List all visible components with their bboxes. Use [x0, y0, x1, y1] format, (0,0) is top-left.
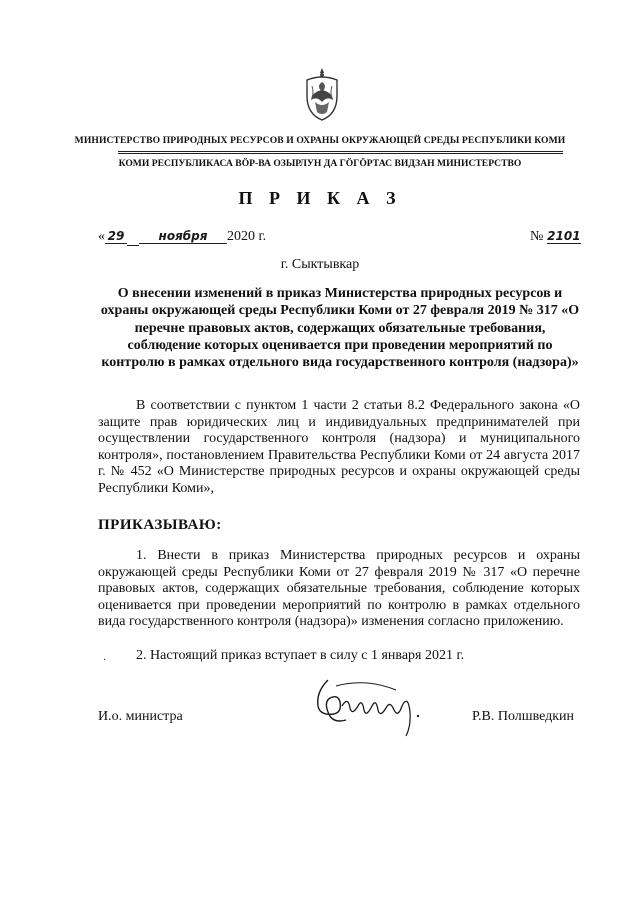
komi-coat-of-arms-icon: [302, 66, 342, 122]
header-divider-top: [118, 151, 563, 152]
date-year: 2020 г.: [227, 229, 267, 244]
number-value: 2101: [547, 229, 581, 243]
ministry-name-russian: МИНИСТЕРСТВО ПРИРОДНЫХ РЕСУРСОВ И ОХРАНЫ ОКРУЖАЮЩЕЙ СРЕДЫ РЕСПУБЛИКИ КОМИ: [74, 135, 566, 146]
signatory-name: Р.В. Полшведкин: [472, 709, 575, 724]
handwritten-signature: [306, 672, 436, 740]
stray-dot-mark: ·: [103, 655, 107, 666]
order-heading: ПРИКАЗЫВАЮ:: [98, 517, 222, 533]
order-item-1: 1. Внести в приказ Министерства природных ресурсов и охраны окружающей среды Республики Коми от 27 февраля 2019 № 317 «О перечне правовых актов, содержащих обязательные требования, соблюдение которых оценивается при проведении мероприятий по контролю в рамках отдельного вида государственного контроля (надзора)» изменения согласно приложению.: [98, 548, 580, 630]
ministry-name-komi: КОМИ РЕСПУБЛИКАСА ВӦР-ВА ОЗЫРЛУН ДА ГӦГӦРТАС ВИДЗАН МИНИСТЕРСТВО: [118, 158, 522, 169]
document-city: г. Сыктывкар: [280, 257, 360, 272]
date-month: ноября: [139, 229, 227, 244]
number-label: №: [530, 229, 544, 244]
date-quote-open: «: [98, 229, 105, 244]
document-date: [98, 229, 266, 246]
document-number: [530, 229, 581, 245]
date-gap: [127, 229, 139, 246]
document-title: О внесении изменений в приказ Министерства природных ресурсов и охраны окружающей среды Республики Коми от 27 февраля 2019 № 317 «О перечне правовых актов, содержащих обязательные требования, соблюдение которых оценивается при проведении мероприятий по контролю в рамках отдельного вида государственного контроля (надзора)»: [100, 286, 580, 371]
preamble-paragraph: В соответствии с пунктом 1 части 2 статьи 8.2 Федерального закона «О защите прав юридических лиц и индивидуальных предпринимателей при осуществлении государственного контроля (надзора) и муниципального контроля», постановлением Правительства Республики Коми от 24 августа 2017 г. № 452 «О Министерстве природных ресурсов и охраны окружающей среды Республики Коми»,: [98, 398, 580, 496]
order-item-2: 2. Настоящий приказ вступает в силу с 1 января 2021 г.: [136, 648, 465, 663]
date-day: 29: [105, 229, 127, 244]
signatory-position: И.о. министра: [98, 709, 183, 724]
header-divider-bottom: [118, 153, 563, 154]
document-type: П Р И К А З: [238, 188, 402, 208]
